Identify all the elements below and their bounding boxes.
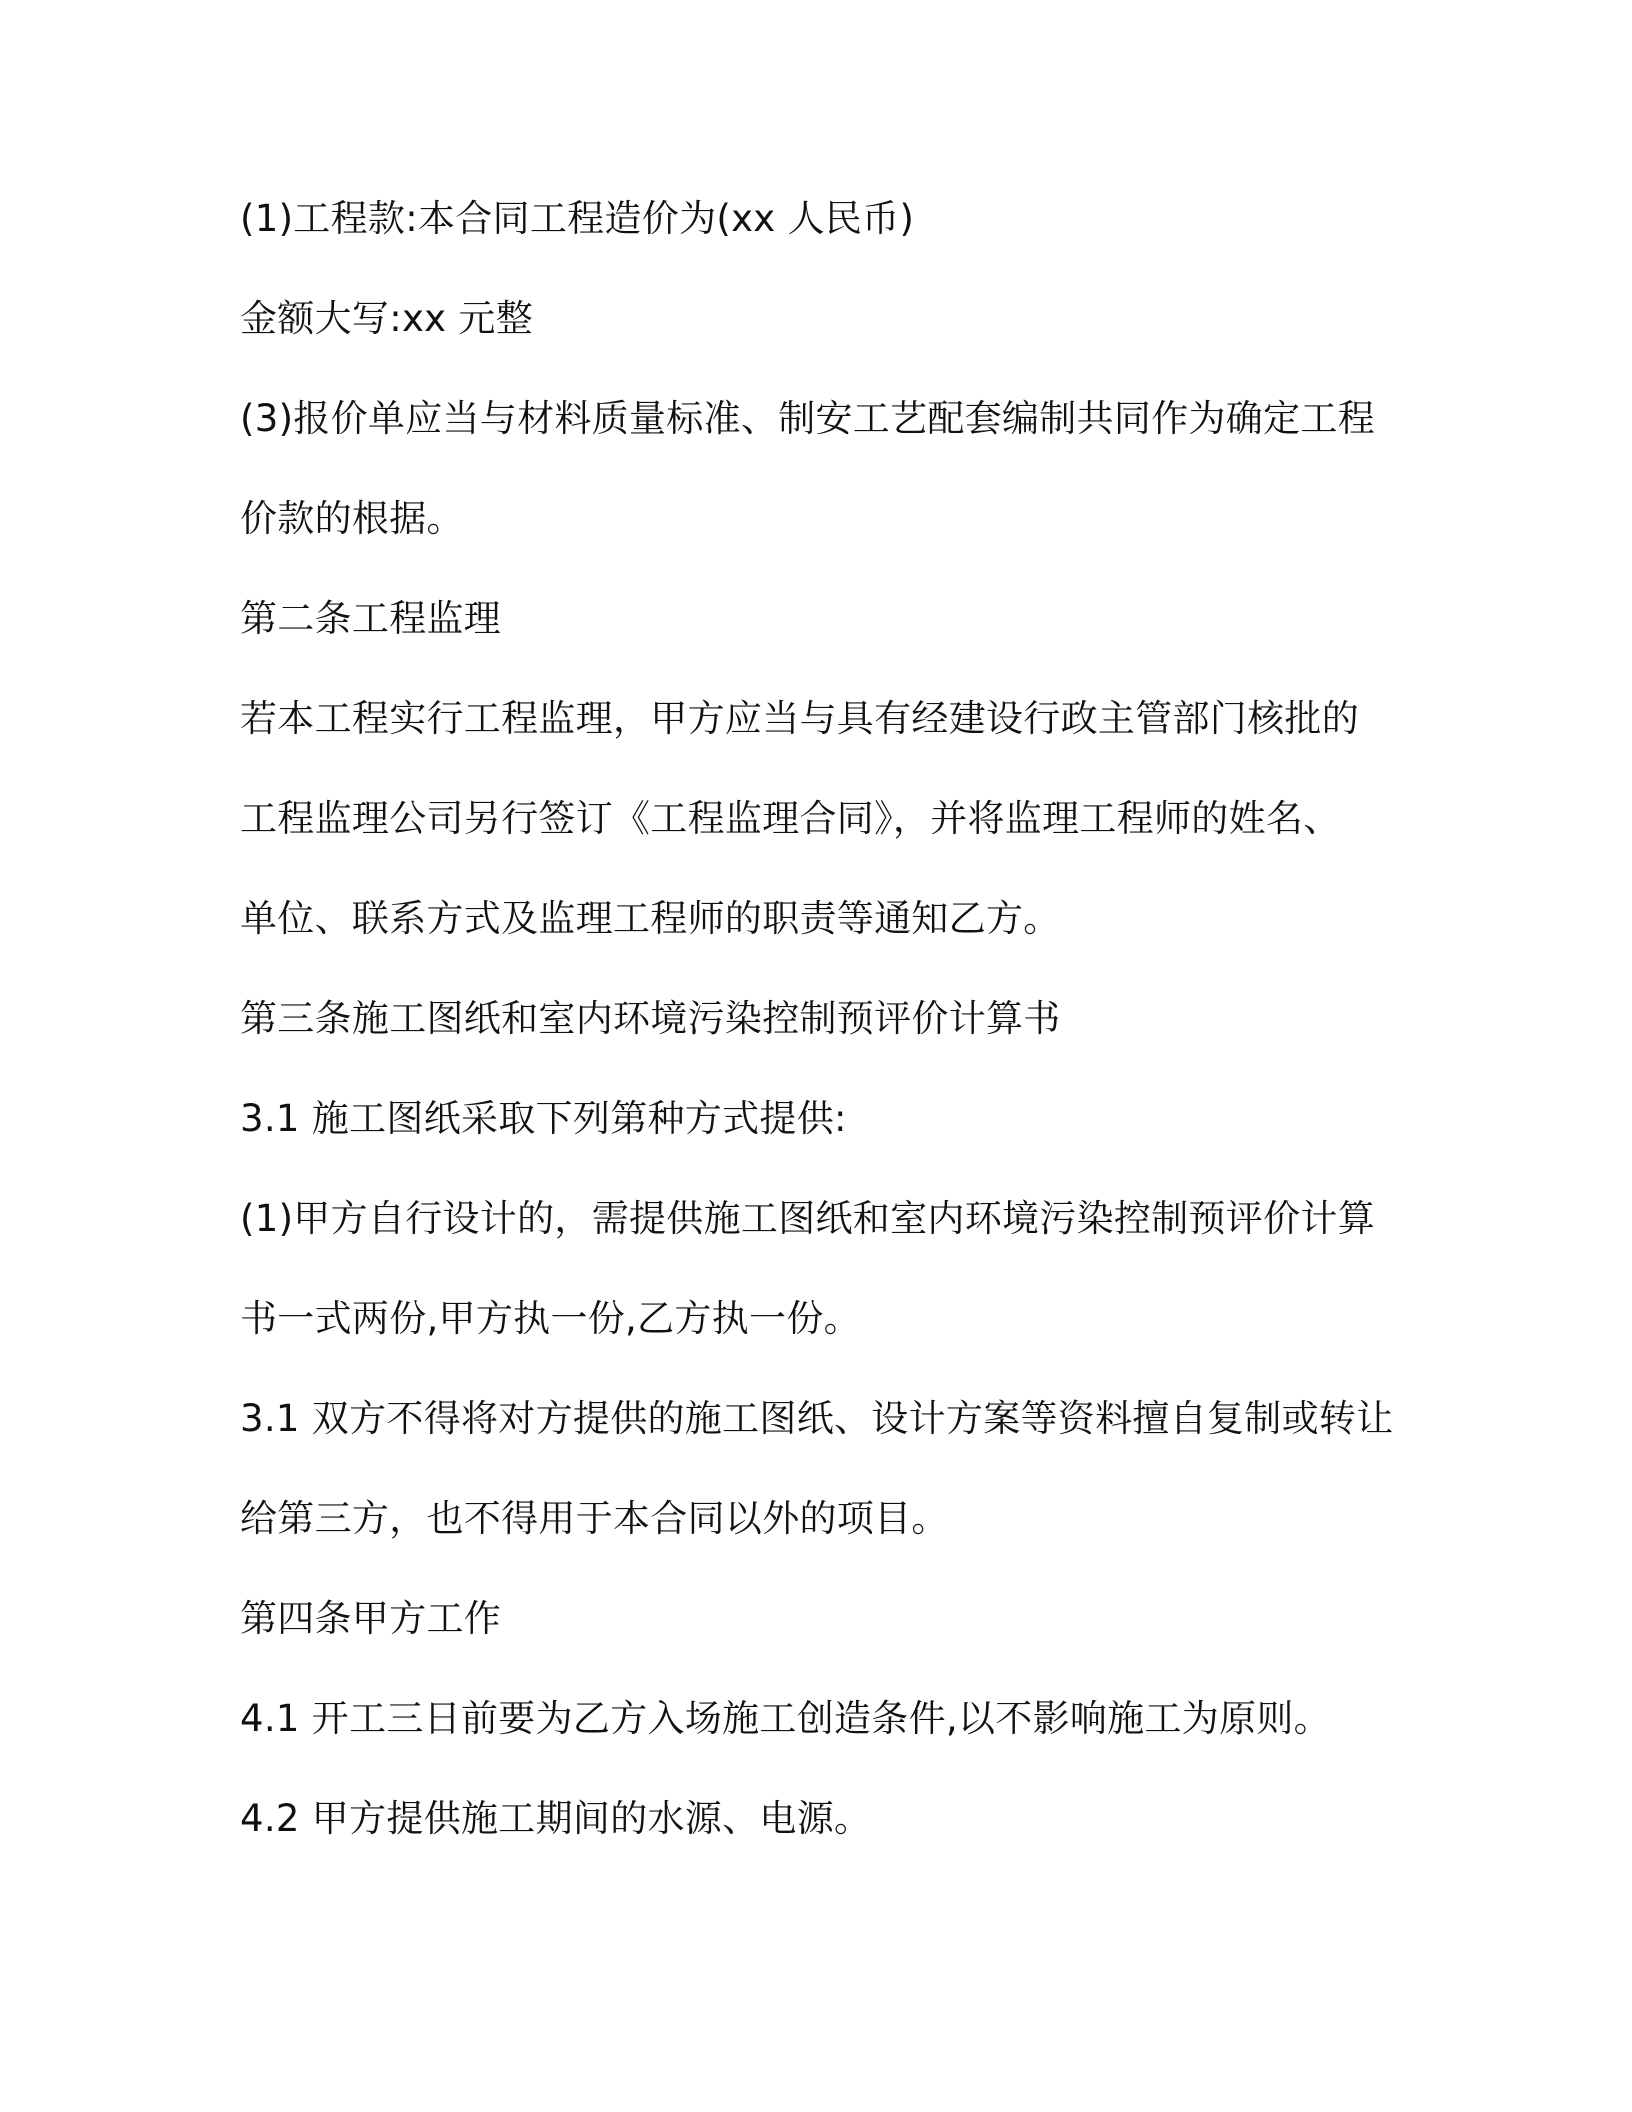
clause-line-8: 单位、联系方式及监理工程师的职责等通知乙方。: [240, 897, 1061, 940]
clause-line-2: 金额大写:xx 元整: [240, 297, 534, 340]
clause-line-13: 3.1 双方不得将对方提供的施工图纸、设计方案等资料擅自复制或转让: [240, 1397, 1394, 1440]
clause-line-1: (1)工程款:本合同工程造价为(xx 人民币): [240, 197, 915, 240]
clause-line-3: (3)报价单应当与材料质量标准、制安工艺配套编制共同作为确定工程: [240, 397, 1376, 440]
clause-line-10: 3.1 施工图纸采取下列第种方式提供:: [240, 1097, 847, 1140]
clause-line-4: 价款的根据。: [240, 497, 464, 540]
section-heading-3: 第三条施工图纸和室内环境污染控制预评价计算书: [240, 997, 1061, 1040]
clause-line-12: 书一式两份,甲方执一份,乙方执一份。: [240, 1297, 861, 1340]
clause-line-17: 4.2 甲方提供施工期间的水源、电源。: [240, 1797, 872, 1840]
section-heading-2: 第二条工程监理: [240, 597, 502, 640]
clause-line-7: 工程监理公司另行签订《工程监理合同》，并将监理工程师的姓名、: [240, 797, 1341, 840]
clause-line-6: 若本工程实行工程监理，甲方应当与具有经建设行政主管部门核批的: [240, 697, 1359, 740]
clause-line-14: 给第三方，也不得用于本合同以外的项目。: [240, 1497, 949, 1540]
section-heading-4: 第四条甲方工作: [240, 1597, 502, 1640]
clause-line-11: (1)甲方自行设计的，需提供施工图纸和室内环境污染控制预评价计算: [240, 1197, 1376, 1240]
clause-line-16: 4.1 开工三日前要为乙方入场施工创造条件,以不影响施工为原则。: [240, 1697, 1331, 1740]
